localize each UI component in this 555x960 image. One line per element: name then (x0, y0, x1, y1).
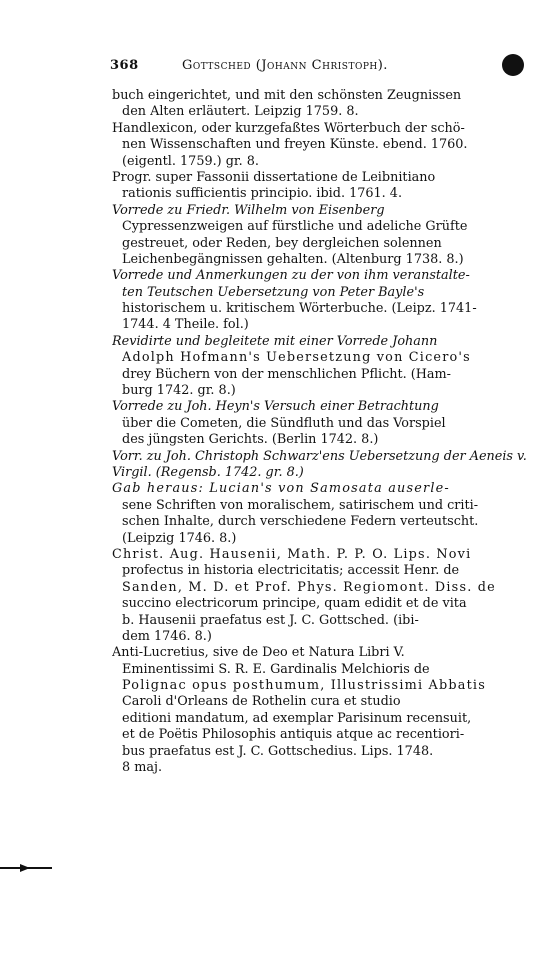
text-line: Eminentissimi S. R. E. Gardinalis Melchioris de (122, 661, 430, 677)
text-line: Vorrede und Anmerkungen zu der von ihm veranstalte- (112, 268, 470, 284)
text-line: rationis sufficientis principio. ibid. 1761. 4. (122, 186, 403, 202)
text-line: schen Inhalte, durch verschiedene Federn verteutscht. (122, 514, 479, 530)
text-line: Handlexicon, oder kurzgefaßtes Wörterbuch der schö- (112, 120, 465, 136)
text-line: 1744. 4 Theile. fol.) (122, 317, 249, 333)
text-line: Cypressenzweigen auf fürstliche und adeliche Grüfte (122, 219, 468, 235)
page-body (112, 88, 530, 776)
text-line: Christ. Aug. Hausenii, Math. P. P. O. Lips. Novi (112, 546, 472, 562)
text-line: Revidirte und begleitete mit einer Vorrede Johann (112, 333, 438, 349)
text-line: Polignac opus posthumum, Illustrissimi Abbatis (122, 678, 486, 694)
text-line: b. Hausenii praefatus est J. C. Gottsched. (ibi- (122, 612, 419, 628)
text-line: des jüngsten Gerichts. (Berlin 1742. 8.) (122, 432, 379, 448)
text-line: Vorrede zu Joh. Heyn's Versuch einer Betrachtung (112, 399, 439, 415)
text-line: 8 maj. (122, 760, 163, 776)
running-head: Gottsched (Johann Christoph). (182, 58, 388, 73)
text-line: den Alten erläutert. Leipzig 1759. 8. (122, 104, 359, 120)
text-line: gestreuet, oder Reden, bey dergleichen solennen (122, 235, 442, 251)
text-line: et de Poëtis Philosophis antiquis atque ac recentiori- (122, 727, 465, 743)
page-number: 368 (110, 58, 139, 73)
text-line: Leichenbegängnissen gehalten. (Altenburg 1738. 8.) (122, 251, 464, 267)
text-line: editioni mandatum, ad exemplar Parisinum recensuit, (122, 710, 472, 726)
margin-mark (0, 860, 60, 876)
text-line: bus praefatus est J. C. Gottschedius. Lips. 1748. (122, 743, 434, 759)
text-line: Vorr. zu Joh. Christoph Schwarz'ens Uebersetzung der Aeneis v. Virgil. (Regensb. 1742. gr. 8.) (112, 448, 527, 480)
text-line: Anti-Lucretius, sive de Deo et Natura Libri V. (112, 645, 405, 661)
text-line: (eigentl. 1759.) gr. 8. (122, 153, 259, 169)
text-line: succino electricorum principe, quam edidit et de vita (122, 596, 467, 612)
text-line: Progr. super Fassonii dissertatione de Leibnitiano (112, 169, 436, 185)
text-line: nen Wissenschaften und freyen Künste. ebend. 1760. (122, 137, 468, 153)
page-header (110, 58, 530, 80)
text-line: dem 1746. 8.) (122, 628, 212, 644)
text-line: Sanden, M. D. et Prof. Phys. Regiomont. Diss. de (122, 579, 496, 595)
text-line: profectus in historia electricitatis; accessit Henr. de (122, 563, 460, 579)
text-line: ten Teutschen Uebersetzung von Peter Bayle's (122, 284, 425, 300)
text-line: (Leipzig 1746. 8.) (122, 530, 237, 546)
text-line: Caroli d'Orleans de Rothelin cura et studio (122, 694, 401, 710)
text-line: burg 1742. gr. 8.) (122, 383, 236, 399)
ink-blot (502, 54, 524, 76)
text-line: drey Büchern von der menschlichen Pflicht. (Ham- (122, 366, 451, 382)
text-line: Gab heraus: Lucian's von Samosata auserle- (112, 481, 450, 497)
text-line: Vorrede zu Friedr. Wilhelm von Eisenberg (112, 202, 385, 218)
text-line: buch eingerichtet, und mit den schönsten Zeugnissen (112, 88, 462, 103)
text-line: historischem u. kritischem Wörterbuche. (Leipz. 1741- (122, 301, 477, 317)
text-line: Adolph Hofmann's Uebersetzung von Cicero's (122, 350, 471, 366)
text-line: sene Schriften von moralischem, satirischem und criti- (122, 497, 479, 513)
text-line: über die Cometen, die Sündfluth und das Vorspiel (122, 415, 446, 431)
